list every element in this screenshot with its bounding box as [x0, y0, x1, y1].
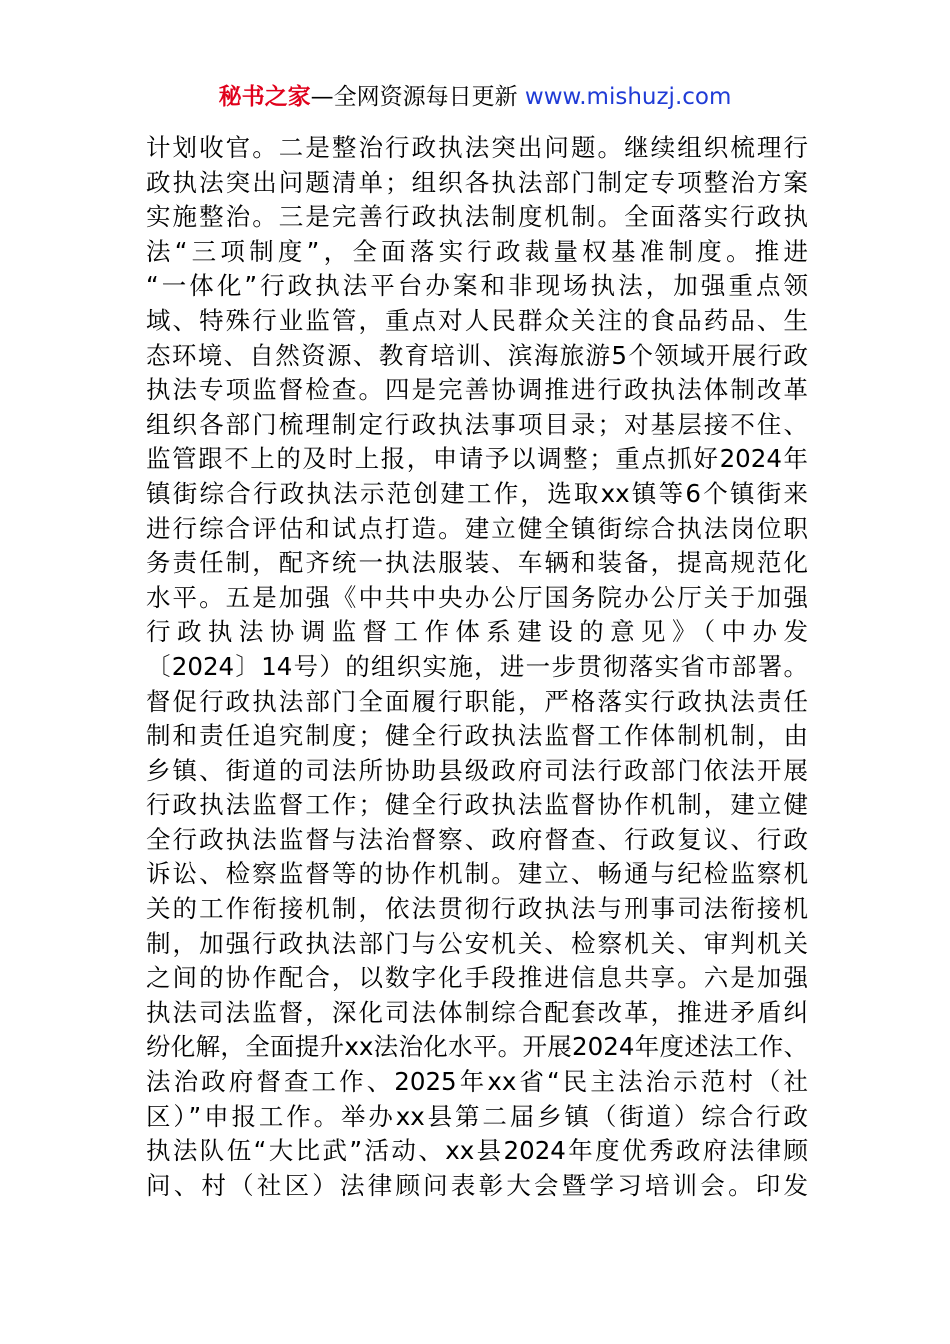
body-line: 组织各部门梳理制定行政执法事项目录；对基层接不住、: [146, 409, 808, 439]
body-line: 进行综合评估和试点打造。建立健全镇街综合执法岗位职: [146, 513, 808, 543]
body-line: 法“三项制度”，全面落实行政裁量权基准制度。推进: [146, 236, 808, 266]
body-line: 乡镇、街道的司法所协助县级政府司法行政部门依法开展: [146, 755, 808, 785]
body-line: 执法队伍“大比武”活动、xx县2024年度优秀政府法律顾: [146, 1136, 808, 1166]
body-line: 域、特殊行业监管，重点对人民群众关注的食品药品、生: [146, 305, 808, 335]
body-line: 之间的协作配合，以数字化手段推进信息共享。六是加强: [146, 963, 808, 993]
body-line: “一体化”行政执法平台办案和非现场执法，加强重点领: [146, 271, 808, 301]
body-line: 关的工作衔接机制，依法贯彻行政执法与刑事司法衔接机: [146, 894, 808, 924]
body-line: 水平。五是加强《中共中央办公厅国务院办公厅关于加强: [146, 582, 808, 612]
document-body: [146, 131, 808, 1203]
site-header: [0, 80, 950, 114]
body-line: 〔2024〕14号）的组织实施，进一步贯彻落实省市部署。: [146, 651, 808, 681]
body-line: 制和责任追究制度；健全行政执法监督工作体制机制，由: [146, 721, 808, 751]
body-line: 政执法突出问题清单；组织各执法部门制定专项整治方案: [146, 167, 808, 197]
body-line: 全行政执法监督与法治督察、政府督查、行政复议、行政: [146, 824, 808, 854]
body-line: 行政执法协调监督工作体系建设的意见》（中办发: [146, 617, 808, 647]
body-line: 执法司法监督，深化司法体制综合配套改革，推进矛盾纠: [146, 997, 808, 1027]
body-line: 计划收官。二是整治行政执法突出问题。继续组织梳理行: [146, 133, 808, 162]
body-line: 态环境、自然资源、教育培训、滨海旅游5个领域开展行政: [146, 340, 808, 370]
body-line: 纷化解，全面提升xx法治化水平。开展2024年度述法工作、: [146, 1032, 808, 1062]
site-tagline: —全网资源每日更新: [310, 84, 525, 110]
body-line: 行政执法监督工作；健全行政执法监督协作机制，建立健: [146, 790, 808, 820]
body-line: 监管跟不上的及时上报，申请予以调整；重点抓好2024年: [146, 444, 808, 474]
body-line: 区）”申报工作。举办xx县第二届乡镇（街道）综合行政: [146, 1101, 808, 1131]
body-line: 法治政府督查工作、2025年xx省“民主法治示范村（社: [146, 1067, 808, 1097]
site-brand: 秘书之家: [218, 84, 311, 110]
body-line: 问、村（社区）法律顾问表彰大会暨学习培训会。印发: [146, 1170, 808, 1200]
body-line: 制，加强行政执法部门与公安机关、检察机关、审判机关: [146, 928, 808, 958]
body-line: 执法专项监督检查。四是完善协调推进行政执法体制改革: [146, 375, 808, 405]
body-line: 诉讼、检察监督等的协作机制。建立、畅通与纪检监察机: [146, 859, 808, 889]
body-line: 实施整治。三是完善行政执法制度机制。全面落实行政执: [146, 202, 808, 232]
site-url-link[interactable]: www.mishuzj.com: [524, 84, 732, 110]
body-line: 督促行政执法部门全面履行职能，严格落实行政执法责任: [146, 686, 808, 716]
body-line: 务责任制，配齐统一执法服装、车辆和装备，提高规范化: [146, 548, 808, 578]
body-line: 镇街综合行政执法示范创建工作，选取xx镇等6个镇街来: [146, 478, 808, 508]
